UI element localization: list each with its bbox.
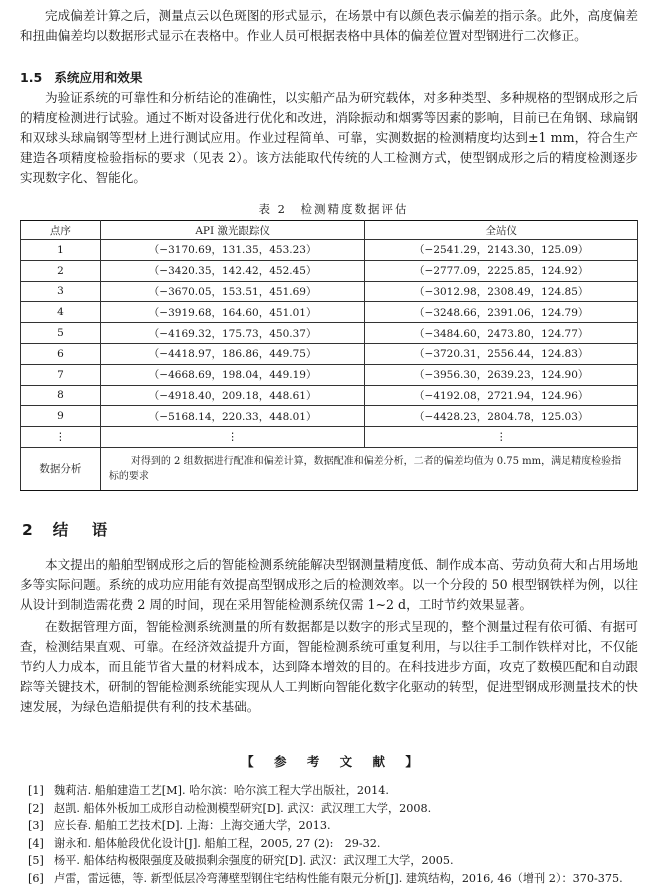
references-list xyxy=(28,782,623,887)
cell-point-index: 8 xyxy=(21,385,101,406)
conclusion-paragraph-1: 本文提出的船舶型钢成形之后的智能检测系统能解决型钢测量精度低、制作成本高、劳动负荷大和占用场地多等实际问题。系统的成功应用能有效提高型钢成形之后的检测效率。以一个分段的 50 根型钢铁样为例，以往从设计到制造需花费 2 周的时间，现在采用智能检测系统仅需 1~2 d，工时节约效果显著。 xyxy=(20,555,638,615)
reference-text: 杨平. 船体结构极限强度及破损剩余强度的研究[D]. 武汉：武汉理工大学，2005. xyxy=(54,854,454,867)
cell-point-index: 1 xyxy=(21,240,101,261)
section-1-5-paragraph: 为验证系统的可靠性和分析结论的准确性，以实船产品为研究载体，对多种类型、多种规格的型钢成形之后的精度检测进行试验。通过不断对设备进行优化和改进，消除振动和烟雾等因素的影响，目前已在角钢、球扁钢和双球头球扁钢等型材上进行测试应用。作业过程简单、可靠，实测数据的检测精度均达到±1 mm，符合生产建造各项精度检验指标的要求（见表 2）。该方法能取代传统的人工检测方式，使型钢成形之后的精度检测逐步实现数字化、智能化。 xyxy=(20,88,638,188)
precision-table xyxy=(20,220,638,491)
table-row xyxy=(21,323,638,344)
cell-point-index: 3 xyxy=(21,281,101,302)
reference-number: [5] xyxy=(28,852,54,870)
header-total-station: 全站仪 xyxy=(365,221,638,240)
reference-number: [6] xyxy=(28,870,54,887)
section-2-title: 结 语 xyxy=(53,521,112,539)
reference-item xyxy=(28,852,623,870)
intro-text: 完成偏差计算之后，测量点云以色斑图的形式显示，在场景中有以颜色表示偏差的指示条。此外，高度偏差和扭曲偏差均以数据形式显示在表格中。作业人员可根据表格中具体的偏差位置对型钢进行二次修正。 xyxy=(20,6,638,46)
cell-total-station-coords: （−4428.23，2804.78，125.03） xyxy=(365,406,638,427)
table-row xyxy=(21,364,638,385)
cell-total-station-coords: （−3248.66，2391.06，124.79） xyxy=(365,302,638,323)
reference-number: [2] xyxy=(28,800,54,818)
cell-total-station-coords: （−2777.09，2225.85，124.92） xyxy=(365,260,638,281)
section-1-5-title: 系统应用和效果 xyxy=(54,70,142,85)
reference-item xyxy=(28,817,623,835)
cell-laser-tracker-coords: （−3170.69，131.35，453.23） xyxy=(100,240,365,261)
cell-total-station-coords: （−3720.31，2556.44，124.83） xyxy=(365,343,638,364)
table-row xyxy=(21,302,638,323)
cell-point-index: 7 xyxy=(21,364,101,385)
section-2-number: 2 xyxy=(22,521,37,539)
table-row xyxy=(21,260,638,281)
cell-point-index: ⋮ xyxy=(21,427,101,448)
references-title: 【 参 考 文 献 】 xyxy=(0,752,667,770)
table-row xyxy=(21,281,638,302)
cell-point-index: 6 xyxy=(21,343,101,364)
table-analysis-row xyxy=(21,447,638,490)
cell-laser-tracker-coords: （−4668.69，198.04，449.19） xyxy=(100,364,365,385)
reference-text: 魏莉洁. 船舶建造工艺[M]. 哈尔滨：哈尔滨工程大学出版社，2014. xyxy=(54,784,389,797)
cell-point-index: 5 xyxy=(21,323,101,344)
reference-text: 谢永和. 船体舱段优化设计[J]. 船舶工程，2005, 27 (2): 29-32. xyxy=(54,837,380,850)
cell-laser-tracker-coords: （−3670.05，153.51，451.69） xyxy=(100,281,365,302)
reference-item xyxy=(28,782,623,800)
reference-item xyxy=(28,870,623,887)
table-body xyxy=(21,240,638,448)
cell-laser-tracker-coords: （−4918.40，209.18，448.61） xyxy=(100,385,365,406)
cell-total-station-coords: （−4192.08，2721.94，124.96） xyxy=(365,385,638,406)
cell-total-station-coords: （−3012.98，2308.49，124.85） xyxy=(365,281,638,302)
table-row xyxy=(21,240,638,261)
cell-laser-tracker-coords: （−4418.97，186.86，449.75） xyxy=(100,343,365,364)
header-laser-tracker: API 激光跟踪仪 xyxy=(100,221,365,240)
reference-number: [3] xyxy=(28,817,54,835)
cell-laser-tracker-coords: （−3420.35，142.42，452.45） xyxy=(100,260,365,281)
analysis-label: 数据分析 xyxy=(21,447,101,490)
reference-item xyxy=(28,835,623,853)
cell-laser-tracker-coords: （−4169.32，175.73，450.37） xyxy=(100,323,365,344)
cell-total-station-coords: ⋮ xyxy=(365,427,638,448)
cell-total-station-coords: （−3484.60，2473.80，124.77） xyxy=(365,323,638,344)
reference-text: 赵凯. 船体外板加工成形自动检测模型研究[D]. 武汉：武汉理工大学，2008. xyxy=(54,802,431,815)
cell-point-index: 9 xyxy=(21,406,101,427)
table-row xyxy=(21,385,638,406)
conclusion-paragraph-2: 在数据管理方面，智能检测系统测量的所有数据都是以数字的形式呈现的，整个测量过程有依可循、有据可查，检测结果直观、可靠。在经济效益提升方面，智能检测系统可重复利用，与以往手工制作铁样对比，不仅能节约人力成本，而且能节省大量的材料成本，达到降本增效的目的。在科技进步方面，攻克了数模匹配和自动跟踪等关键技术，研制的智能检测系统能实现从人工判断向智能化数字化驱动的转型，促进型钢成形测量技术的快速发展，为绿色造船提供有利的技术基础。 xyxy=(20,617,638,717)
cell-total-station-coords: （−2541.29，2143.30，125.09） xyxy=(365,240,638,261)
cell-total-station-coords: （−3956.30，2639.23，124.90） xyxy=(365,364,638,385)
cell-laser-tracker-coords: （−3919.68，164.60，451.01） xyxy=(100,302,365,323)
header-point-index: 点序 xyxy=(21,221,101,240)
table-row xyxy=(21,406,638,427)
table-row xyxy=(21,343,638,364)
cell-point-index: 2 xyxy=(21,260,101,281)
analysis-text: 对得到的 2 组数据进行配准和偏差计算，数据配准和偏差分析，二者的偏差均值为 0.75 mm，满足精度检验指标的要求 xyxy=(100,447,637,490)
section-1-5-number: 1.5 xyxy=(20,70,42,85)
table-caption: 表 2 检测精度数据评估 xyxy=(0,201,667,217)
table-header-row xyxy=(21,221,638,240)
reference-item xyxy=(28,800,623,818)
cell-point-index: 4 xyxy=(21,302,101,323)
section-2-heading xyxy=(22,518,111,540)
section-1-5-heading xyxy=(20,70,142,86)
cell-laser-tracker-coords: （−5168.14，220.33，448.01） xyxy=(100,406,365,427)
intro-paragraph xyxy=(20,6,638,46)
reference-number: [1] xyxy=(28,782,54,800)
table-row xyxy=(21,427,638,448)
reference-text: 应长春. 船舶工艺技术[D]. 上海：上海交通大学，2013. xyxy=(54,819,331,832)
cell-laser-tracker-coords: ⋮ xyxy=(100,427,365,448)
reference-text: 卢雷，雷远德，等. 新型低层冷弯薄壁型钢住宅结构性能有限元分析[J]. 建筑结构，2016, 46（增刊 2）：370-375. xyxy=(54,872,623,885)
reference-number: [4] xyxy=(28,835,54,853)
